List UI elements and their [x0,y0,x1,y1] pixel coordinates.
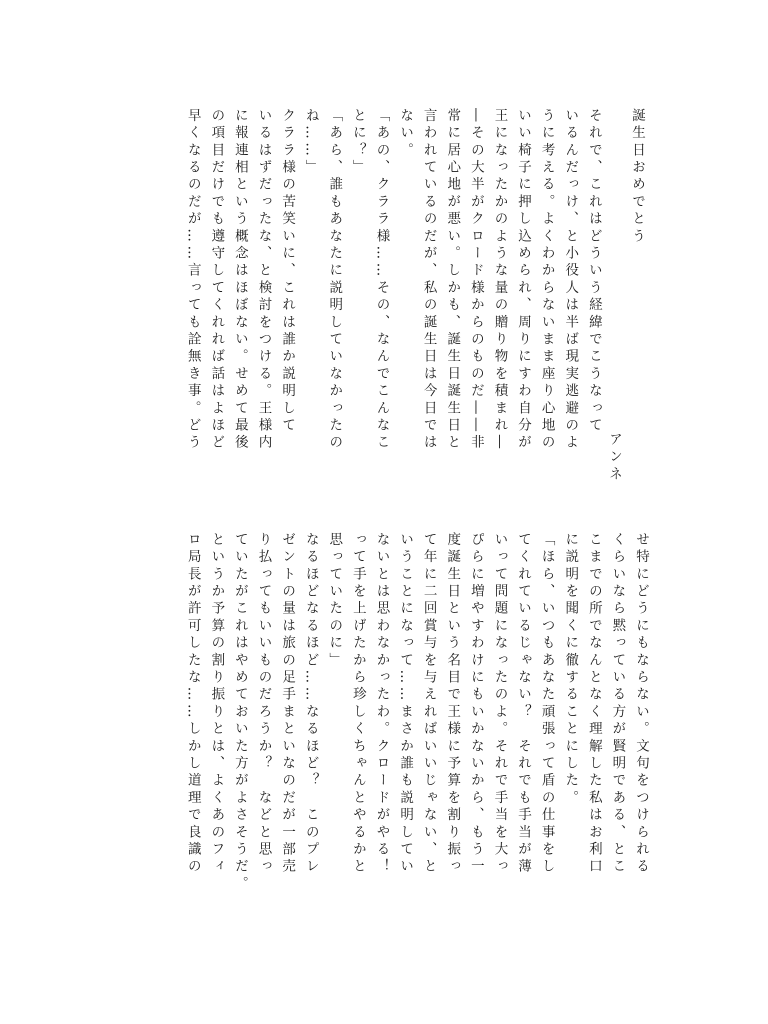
text-block-top [134,108,652,498]
text-line: 「あら、誰もあなたに説明していなかったの [326,108,343,452]
text-line: それで、これはどういう経緯でこうなって [585,108,602,435]
text-line: なるほどなるほど……なるほど？ このプレ [302,532,319,876]
document-author: アンネ [606,432,622,484]
text-line: ていたがこれはやめておいた方がよさそうだ。 [231,532,248,894]
text-line: いるんだっけ、と小役人は半ば現実逃避のよ [562,108,579,452]
text-line: くらいなら黙っている方が賢明である、とこ [609,532,626,876]
text-line: 王になったかのような量の贈り物を積まれ― [491,108,508,452]
text-line: ない。 [397,108,414,160]
text-line: 常に居心地が悪い。しかも、誕生日誕生日と [444,108,461,452]
text-line: いい椅子に押し込められ、周りにすわ自分が [515,108,532,452]
text-line: ロ局長が許可したな……しかし道理で良識の [184,532,201,876]
text-line: ―その大半がクロード様からのものだ――非 [467,108,484,452]
text-line: いって問題になったのよ。それで手当を大っ [491,532,508,876]
text-line: いうことになって……まさか誰も説明してい [397,532,414,876]
text-line: とに？」 [349,108,366,177]
text-line: クララ様の苦笑いに、これは誰か説明して [279,108,296,435]
text-line: てくれているじゃない？ それでも手当が薄 [515,532,532,876]
text-line: 「あの、クララ様……その、なんでこんなこ [373,108,390,452]
text-line: って手を上げたから珍しくちゃんとやるかと [349,532,366,876]
text-line: ね……」 [302,108,319,177]
text-line: 早くなるのだが……言っても詮無き事。どう [184,108,201,452]
text-line: ゼントの量は旅の足手まといなのだが一部売 [279,532,296,876]
text-line: り払ってもいいものだろうか？ などと思っ [255,532,272,876]
text-line: 度誕生日という名目で王様に予算を割り振っ [444,532,461,876]
text-line: 言われているのだが、私の誕生日は今日では [420,108,437,452]
text-line [605,108,629,498]
text-line: こまでの所でなんとなく理解した私はお利口 [585,532,602,876]
text-line: ぴらに増やすわけにもいかないから、もう一 [467,532,484,876]
text-line: いるはずだったな、と検討をつける。王様内 [255,108,272,452]
document-title: 誕生日おめでとう [629,108,645,246]
text-line: て年に二回賞与を与えればいいじゃない、と [420,532,437,876]
text-line: というか予算の割り振りとは、よくあのフィ [208,532,225,876]
text-line: うに考える。よくわからないまま座り心地の [538,108,555,452]
text-line: ないとは思わなかったわ。クロードがやる！ [373,532,390,876]
text-line: 思っていたのに」 [326,532,343,670]
text-line [628,108,652,498]
text-line: に説明を聞くに徹することにした。 [562,532,579,808]
text-line: の項目だけでも遵守してくれれば話はよほど [208,108,225,452]
text-line: せ特にどうにもならない。文句をつけられる [633,532,649,876]
text-line: に報連相という概念はほぼない。せめて最後 [231,108,248,452]
text-block-bottom [134,532,652,932]
text-line: 「ほら、いつもあなた頑張って盾の仕事をし [538,532,555,876]
